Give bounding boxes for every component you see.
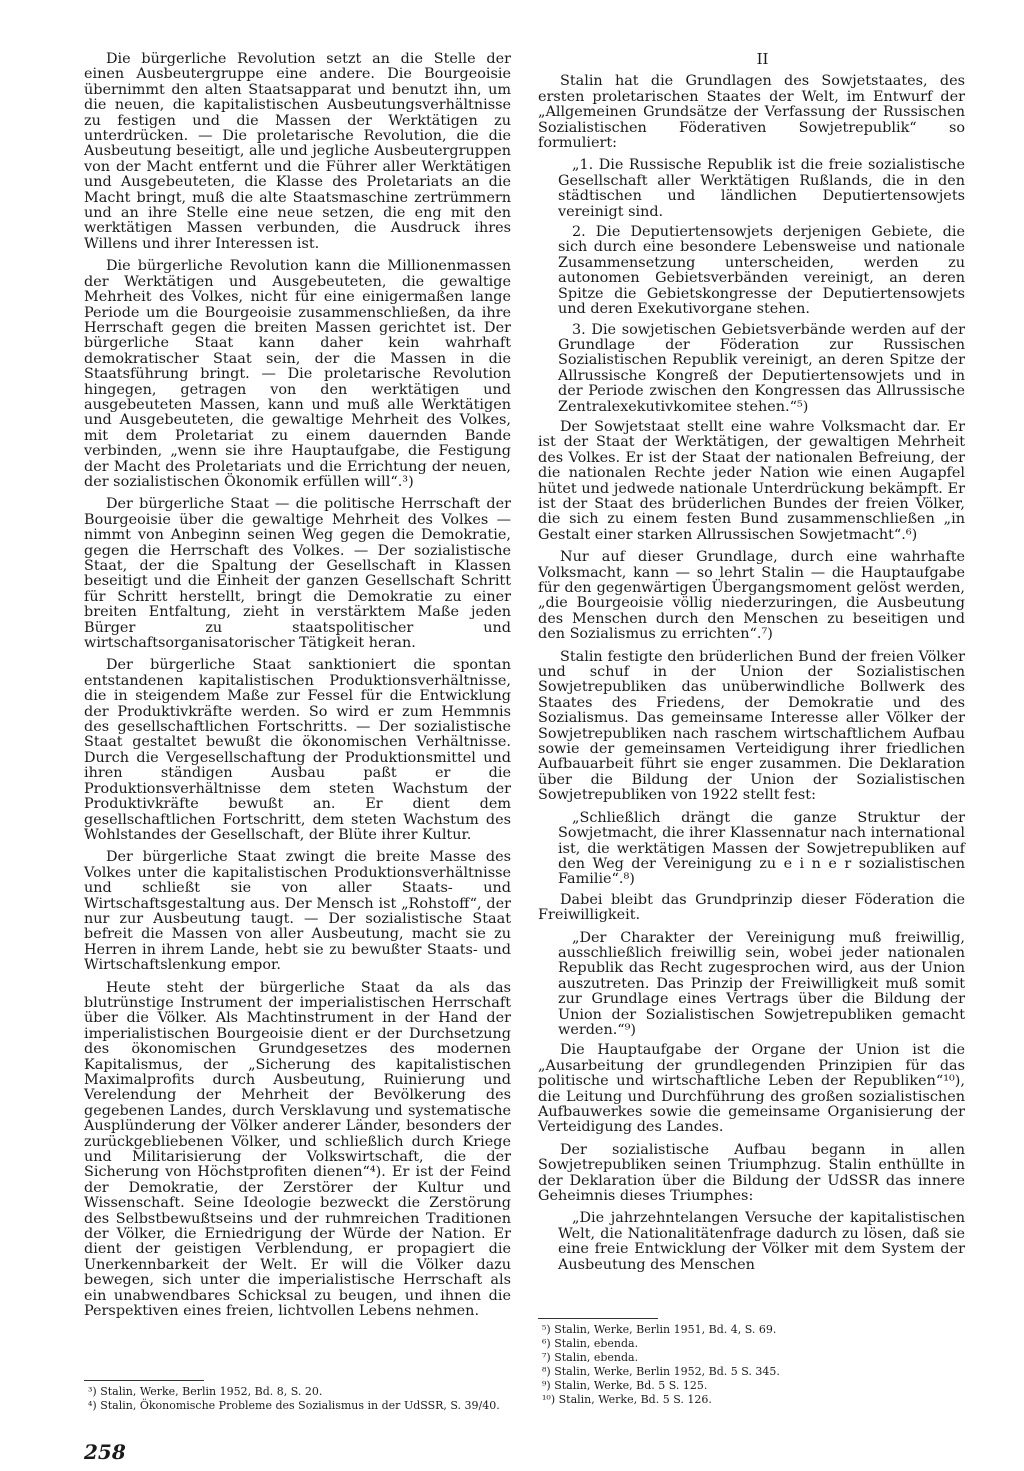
paragraph: Stalin hat die Grundlagen des Sowjetstaates, des ersten proletarischen Staates der Welt, im Entwurf der „Allgemeinen Grundsätze der Verfassung der Russischen Sozialistischen Föderativen Sowjetrepublik“ so formuliert: [538, 73, 965, 152]
paragraph: Die bürgerliche Revolution kann die Millionenmassen der Werktätigen und Ausgebeuteten, die gewaltige Mehrheit des Volkes, nicht für eine einigermaßen lange Periode um die Bourgeoisie zusammenschließen, da ihre Herrschaft gegen die breiten Massen gerichtet ist. Der bürgerliche Staat kann daher kein wahrhaft demokratischer Staat sein, der die Massen in die Staatsführung bringt. — Die proletarische Revolution hingegen, getragen von den werktätigen und ausgebeuteten Massen, kann und muß alle Werktätigen und Ausgebeuteten, die gewaltige Mehrheit des Volkes, mit dem Proletariat zu einem dauernden Bande verbinden, „wenn sie ihre Hauptaufgabe, die Festigung der Macht des Proletariats und die Errichtung der neuen, der sozialistischen Ökonomik erfüllen will“.³) [84, 258, 511, 490]
paragraph: Nur auf dieser Grundlage, durch eine wahrhafte Volksmacht, kann — so lehrt Stalin — die Hauptaufgabe für den gegenwärtigen Übergangsmoment gelöst werden, „die Bourgeoisie völlig niederzuringen, die Ausbeutung des Menschen durch den Menschen zu beseitigen und den Sozialismus zu errichten“.⁷) [538, 549, 965, 643]
paragraph: Stalin festigte den brüderlichen Bund der freien Völker und schuf in der Union der Sozialistischen Sowjetrepubliken das unüberwindliche Bollwerk des Staates des Friedens, der Demokratie und des Sozialismus. Das gemeinsame Interesse aller Völker der Sowjetrepubliken nach raschem wirtschaftlichem Aufbau sowie der gemeinsamen Verteidigung ihrer friedlichen Aufbauarbeit führt sie enger zusammen. Die Deklaration über die Bildung der Union der Sozialistischen Sowjetrepubliken von 1922 stellt fest: [538, 648, 965, 804]
footnote: ³) Stalin, Werke, Berlin 1952, Bd. 8, S. 20. [88, 1385, 323, 1398]
paragraph: Der sozialistische Aufbau begann in allen Sowjetrepubliken seinen Triumphzug. Stalin enthüllte in der Deklaration über die Bildung der UdSSR das innere Geheimnis dieses Triumphes: [538, 1141, 965, 1205]
quote-paragraph: 2. Die Deputiertensowjets derjenigen Gebiete, die sich durch eine besondere Lebensweise und nationale Zusammensetzung unterscheiden, werden zu autonomen Gebietsverbänden vereinigt, an deren Spitze die Gebietskongresse der Deputiertensowjets und deren Exekutivorgane stehen. [558, 224, 965, 318]
paragraph: Der bürgerliche Staat — die politische Herrschaft der Bourgeoisie über die gewaltige Mehrheit des Volkes — nimmt von Anbeginn seinen Weg gegen die Demokratie, gegen die Herrschaft des Volkes. — Der sozialistische Staat, der die Spaltung der Gesellschaft in Klassen beseitigt und die Einheit der ganzen Gesellschaft Schritt für Schritt herstellt, bringt die Demokratie zu einer breiten Entfaltung, zieht in verstärktem Maße jeden Bürger zu staatspolitischer und wirtschaftsorganisatorischer Tätigkeit heran. [84, 496, 511, 652]
page-number: 258 [84, 1440, 126, 1464]
footnotes-right [538, 1318, 965, 1407]
right-column [538, 52, 965, 1278]
left-column [84, 52, 511, 1327]
footnote: ⁹) Stalin, Werke, Bd. 5 S. 125. [542, 1379, 708, 1392]
quote-paragraph: „1. Die Russische Republik ist die freie sozialistische Gesellschaft aller Werktätigen Rußlands, die in den städtischen und ländlichen Deputiertensowjets vereinigt sind. [558, 157, 965, 220]
footnotes-left [84, 1380, 511, 1413]
paragraph: Heute steht der bürgerliche Staat da als das blutrünstige Instrument der imperialistischen Herrschaft über die Völker. Als Machtinstrument in der Hand der imperialistischen Bourgeoisie dient er der Durchsetzung des ökonomischen Grundgesetzes des modernen Kapitalismus, der „Sicherung des kapitalistischen Maximalprofits durch Ausbeutung, Ruinierung und Verelendung der Mehrheit der Bevölkerung des gegebenen Landes, durch Versklavung und systematische Ausplünderung der Völker anderer Länder, besonders der zurückgebliebenen Völker, und schließlich durch Kriege und Militarisierung der Volkswirtschaft, die der Sicherung von Höchstprofiten dienen“⁴). Er ist der Feind der Demokratie, der Zerstörer der Kultur und Wissenschaft. Seine Ideologie bezweckt die Zerstörung des Selbstbewußtseins und der ruhmreichen Traditionen der Völker, die Erniedrigung der Würde der Nation. Er dient der geistigen Verblendung, er propagiert die Unerkennbarkeit der Welt. Er will die Völker dazu bewegen, sich unter die imperialistische Herrschaft als ein unabwendbares Schicksal zu beugen, und ihnen die Perspektiven eines freien, lichtvollen Lebens nehmen. [84, 979, 511, 1320]
footnote: ¹⁰) Stalin, Werke, Bd. 5 S. 126. [542, 1393, 712, 1406]
quote-paragraph: „Der Charakter der Vereinigung muß freiwillig, ausschließlich freiwillig sein, wobei jeder nationalen Republik das Recht zugesprochen wird, aus der Union auszutreten. Das Prinzip der Freiwilligkeit muß somit zur Grundlage eines Vertrags über die Bildung der Union der Sozialistischen Sowjetrepubliken gemacht werden.“⁹) [558, 929, 965, 1038]
paragraph: Die Hauptaufgabe der Organe der Union ist die „Ausarbeitung der grundlegenden Prinzipien für das politische und wirtschaftliche Leben der Republiken“¹⁰), die Leitung und Durchführung des großen sozialistischen Aufbauwerkes sowie die gemeinsame Organisierung der Verteidigung des Landes. [538, 1042, 965, 1136]
footnote: ⁵) Stalin, Werke, Berlin 1951, Bd. 4, S. 69. [542, 1323, 777, 1336]
footnote: ⁷) Stalin, ebenda. [542, 1351, 639, 1364]
footnote: ⁸) Stalin, Werke, Berlin 1952, Bd. 5 S. 345. [542, 1365, 780, 1378]
footnote: ⁴) Stalin, Ökonomische Probleme des Sozialismus in der UdSSR, S. 39/40. [88, 1399, 500, 1412]
footnote-rule [538, 1318, 658, 1319]
paragraph: Der bürgerliche Staat sanktioniert die spontan entstandenen kapitalistischen Produktionsverhältnisse, die in steigendem Maße zur Fessel für die Entwicklung der Produktivkräfte werden. So wird er zum Hemmnis des gesellschaftlichen Fortschritts. — Der sozialistische Staat gestaltet bewußt die ökonomischen Verhältnisse. Durch die Vergesellschaftung der Produktionsmittel und ihren ständigen Ausbau paßt er die Produktionsverhältnisse dem steten Wachstum der Produktivkräfte bewußt an. Er dient dem gesellschaftlichen Fortschritt, dem steten Wachstum des Wohlstandes der Gesellschaft, der Blüte ihrer Kultur. [84, 657, 511, 843]
quote-paragraph: „Die jahrzehntelangen Versuche der kapitalistischen Welt, die Nationalitätenfrage dadurch zu lösen, daß sie eine freie Entwicklung der Völker mit dem System der Ausbeutung des Menschen [558, 1210, 965, 1273]
paragraph: Die bürgerliche Revolution setzt an die Stelle der einen Ausbeutergruppe eine andere. Die Bourgeoisie übernimmt den alten Staatsapparat und benutzt ihn, um die neuen, die kapitalistischen Ausbeutungsverhältnisse zu festigen und die Massen der Werktätigen zu unterdrücken. — Die proletarische Revolution, die die Ausbeutung beseitigt, alle und jegliche Ausbeutergruppen von der Macht entfernt und die Führer aller Werktätigen und Ausgebeuteten, die Klasse des Proletariats an die Macht bringt, muß die alte Staatsmaschine zertrümmern und an ihre Stelle eine neue setzen, die eng mit den werktätigen Massen verbunden, die Ausdruck ihres Willens und ihrer Interessen ist. [84, 51, 511, 252]
paragraph: Dabei bleibt das Grundprinzip dieser Föderation die Freiwilligkeit. [538, 891, 965, 924]
quote-paragraph: „Schließlich drängt die ganze Struktur der Sowjetmacht, die ihrer Klassennatur nach international ist, die werktätigen Massen der Sowjetrepubliken auf den Weg der Vereinigung zu e i n e r sozialistischen Familie“.⁸) [558, 809, 965, 888]
footnote-rule [84, 1380, 204, 1381]
quote-paragraph: 3. Die sowjetischen Gebietsverbände werden auf der Grundlage der Föderation zur Russischen Sozialistischen Republik vereinigt, an deren Spitze der Allrussische Kongreß der Deputiertensowjets und in der Periode zwischen den Kongressen das Allrussische Zentralexekutivkomitee stehen.“⁵) [558, 321, 965, 415]
paragraph: Der bürgerliche Staat zwingt die breite Masse des Volkes unter die kapitalistischen Produktionsverhältnisse und schließt sie von aller Staats- und Wirtschaftsgestaltung aus. Der Mensch ist „Rohstoff“, der nur zur Ausbeutung taugt. — Der sozialistische Staat befreit die Massen von aller Ausbeutung, macht sie zu Herren in ihrem Lande, hebt sie zu bewußter Staats- und Wirtschaftslenkung empor. [84, 849, 511, 974]
footnote: ⁶) Stalin, ebenda. [542, 1337, 639, 1350]
section-heading: II [756, 50, 769, 68]
paragraph: Der Sowjetstaat stellt eine wahre Volksmacht dar. Er ist der Staat der Werktätigen, der gewaltigen Mehrheit des Volkes. Er ist der Staat der nationalen Befreiung, der die nationalen Rechte jeder Nation wie einen Augapfel hütet und jedwede nationale Unterdrückung bekämpft. Er ist der Staat des brüderlichen Bundes der freien Völker, die sich zu einem festen Bund zusammenschließen „in Gestalt einer starken Allrussischen Sowjetmacht“.⁶) [538, 418, 965, 543]
